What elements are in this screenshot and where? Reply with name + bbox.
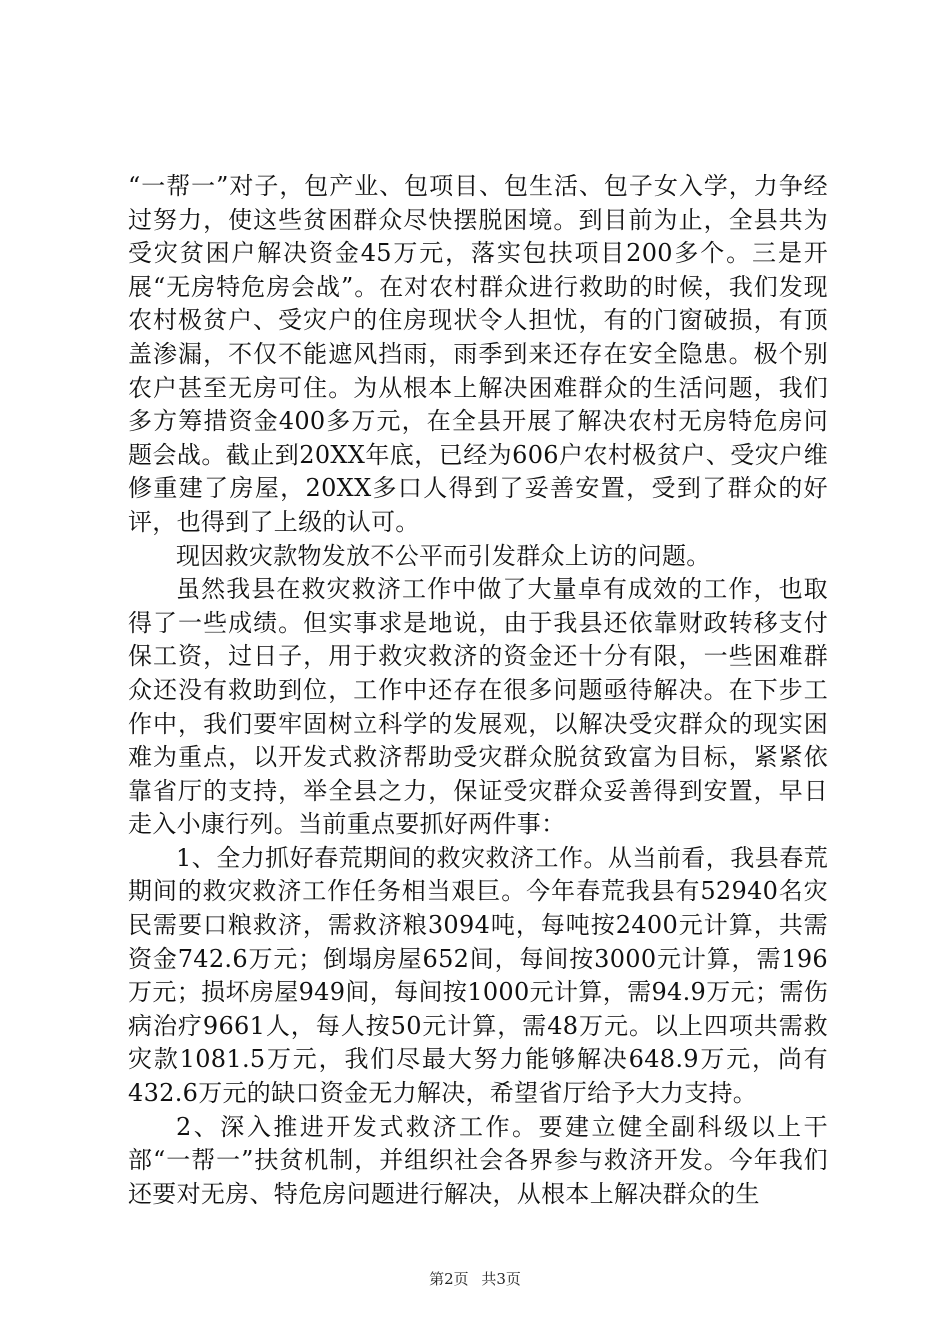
paragraph-spring-relief: 1、全力抓好春荒期间的救灾救济工作。从当前看，我县春荒期间的救灾救济工作任务相当艰巨。今年春荒我县有52940名灾民需要口粮救济，需救济粮3094吨，每吨按2400元计算，共需资金742.6万元；倒塌房屋652间，每间按3000元计算，需196万元；损坏房屋949间，每间按1000元计算，需94.9万元；需伤病治疗9661人，每人按50元计算，需48万元。以上四项共需救灾款1081.5万元，我们尽最大努力能够解决648.9万元，尚有432.6万元的缺口资金无力解决，希望省厅给予大力支持。 (128, 843, 828, 1108)
paragraph-continuation: “一帮一”对子，包产业、包项目、包生活、包子女入学，力争经过努力，使这些贫困群众尽快摆脱困境。到目前为止，全县共为受灾贫困户解决资金45万元，落实包扶项目200多个。三是开展“无房特危房会战”。在对农村群众进行救助的时候，我们发现农村极贫户、受灾户的住房现状令人担忧，有的门窗破损，有顶盖渗漏，不仅不能遮风挡雨，雨季到来还存在安全隐患。极个别农户甚至无房可住。为从根本上解决困难群众的生活问题，我们多方筹措资金400多万元，在全县开展了解决农村无房特危房问题会战。截止到20XX年底，已经为606户农村极贫户、受灾户维修重建了房屋，20XX多口人得到了妥善安置，受到了群众的好评，也得到了上级的认可。 (128, 172, 828, 536)
paragraph-petition-issue: 现因救灾款物发放不公平而引发群众上访的问题。 (176, 541, 711, 570)
paragraph-summary: 虽然我县在救灾救济工作中做了大量卓有成效的工作，也取得了一些成绩。但实事求是地说，由于我县还依靠财政转移支付保工资，过日子，用于救灾救济的资金还十分有限，一些困难群众还没有救助到位，工作中还存在很多问题亟待解决。在下步工作中，我们要牢固树立科学的发展观，以解决受灾群众的现实困难为重点，以开发式救济帮助受灾群众脱贫致富为目标，紧紧依靠省厅的支持，举全县之力，保证受灾群众妥善得到安置，早日走入小康行列。当前重点要抓好两件事： (128, 575, 828, 839)
page-total: 共3页 (481, 1270, 521, 1288)
page-number: 第2页 (429, 1270, 469, 1288)
document-body (128, 170, 828, 1211)
paragraph-development-relief: 2、深入推进开发式救济工作。要建立健全副科级以上干部“一帮一”扶贫机制，并组织社会各界参与救济开发。今年我们还要对无房、特危房问题进行解决，从根本上解决群众的生 (128, 1112, 828, 1208)
page-footer (0, 1268, 950, 1289)
